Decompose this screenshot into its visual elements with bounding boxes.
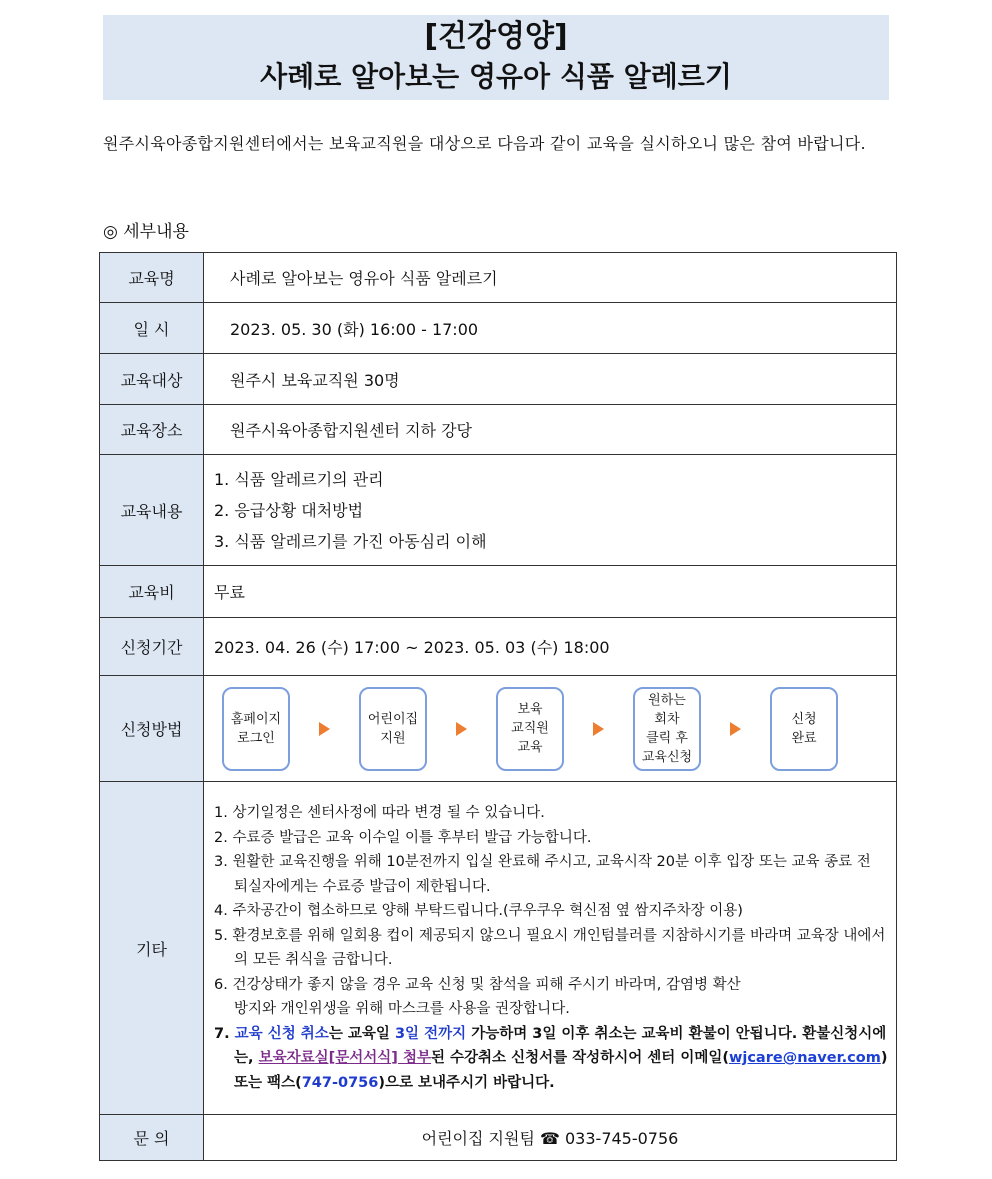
table-row	[100, 303, 897, 354]
step-text: 신청	[791, 711, 817, 727]
list-item: 1. 상기일정은 센터사정에 따라 변경 될 수 있습니다.	[214, 805, 545, 821]
table-row	[100, 566, 897, 618]
list-item: 3. 식품 알레르기를 가진 아동심리 이해	[214, 531, 487, 551]
step-flow	[205, 687, 895, 771]
course-place: 원주시육아종합지원센터 지하 강당	[204, 405, 897, 455]
course-datetime: 2023. 05. 30 (화) 16:00 - 17:00	[204, 303, 897, 354]
table-row	[100, 618, 897, 676]
table-row	[100, 405, 897, 455]
application-period: 2023. 04. 26 (수) 17:00 ~ 2023. 05. 03 (수) 18:00	[204, 618, 897, 676]
table-row	[100, 1115, 897, 1161]
list-item: 1. 식품 알레르기의 관리	[214, 469, 384, 489]
step-text: 회차	[654, 711, 680, 727]
row-label: 교육대상	[100, 354, 204, 405]
row-label: 일 시	[100, 303, 204, 354]
table-row	[100, 676, 897, 782]
item-number: 7.	[214, 1025, 230, 1042]
row-label: 교육비	[100, 566, 204, 618]
list-item: 3. 원활한 교육진행을 위해 10분전까지 입실 완료해 주시고, 교육시작 20분 이후 입장 또는 교육 종료 전 퇴실자에게는 수료증 발급이 제한됩니다.	[214, 854, 871, 895]
list-item-continued: 방지와 개인위생을 위해 마스크를 사용을 권장합니다.	[234, 1001, 570, 1017]
row-label: 교육명	[100, 253, 204, 303]
course-name: 사례로 알아보는 영유아 식품 알레르기	[204, 253, 897, 303]
application-method	[204, 676, 897, 782]
arrow-right-icon	[319, 722, 330, 736]
step-text: 로그인	[237, 730, 275, 746]
section-header: ◎ 세부내용	[103, 222, 189, 242]
item-text: 는 교육일	[328, 1025, 390, 1042]
table-row	[100, 455, 897, 566]
step-text: 교직원	[511, 721, 549, 736]
resource-room-link[interactable]: 보육자료실[문서서식] 첨부	[258, 1050, 431, 1066]
list-item: 2. 수료증 발급은 교육 이수일 이틀 후부터 발급 가능합니다.	[214, 829, 592, 846]
step-text: 지원	[380, 730, 406, 746]
step-text: 완료	[791, 730, 817, 746]
step-text: 원하는	[648, 692, 686, 708]
list-item: 2. 응급상황 대처방법	[214, 500, 364, 520]
item-text: 가능하며 3일 이후 취소는 교육비 환불이 안됩니다. 환불신청시에는,	[234, 1025, 887, 1066]
list-item: 5. 환경보호를 위해 일회용 컵이 제공되지 않으니 필요시 개인텀블러를 지참하시기를 바라며 교육장 내에서의 모든 취식을 금합니다.	[214, 927, 886, 968]
fax-number: 747-0756	[301, 1074, 379, 1091]
email-link[interactable]: wjcare@naver.com	[728, 1050, 881, 1066]
step-text: 교육	[517, 740, 543, 755]
list-item: 4. 주차공간이 협소하므로 양해 부탁드립니다.(쿠우쿠우 혁신점 옆 쌈지주차장 이용)	[214, 903, 743, 919]
row-label: 교육장소	[100, 405, 204, 455]
step-text: 교육신청	[641, 749, 693, 765]
category-title: [건강영양]	[424, 19, 568, 54]
table-row	[100, 782, 897, 1115]
notes-list	[204, 782, 897, 1115]
row-label: 기타	[100, 782, 204, 1115]
item-text: 된 수강취소 신청서를 작성하시어 센터 이메일(	[430, 1050, 729, 1066]
step-box	[359, 687, 427, 771]
table-row	[100, 354, 897, 405]
step-text: 어린이집	[367, 711, 419, 727]
contact-info: 어린이집 지원팀 ☎ 033-745-0756	[204, 1115, 897, 1161]
step-box	[770, 687, 838, 771]
deadline-highlight: 3일 전까지	[394, 1025, 467, 1042]
course-fee: 무료	[204, 566, 897, 618]
cancel-highlight: 교육 신청 취소	[234, 1025, 329, 1042]
title-banner	[103, 15, 889, 100]
item-text: )으로 보내주시기 바랍니다.	[378, 1074, 555, 1091]
row-label: 교육내용	[100, 455, 204, 566]
arrow-right-icon	[730, 722, 741, 736]
course-target: 원주시 보육교직원 30명	[204, 354, 897, 405]
row-label: 신청방법	[100, 676, 204, 782]
arrow-right-icon	[593, 722, 604, 736]
step-text: 보육	[517, 702, 543, 717]
arrow-right-icon	[456, 722, 467, 736]
page-title: 사례로 알아보는 영유아 식품 알레르기	[260, 60, 732, 93]
step-box	[496, 687, 564, 771]
row-label: 문 의	[100, 1115, 204, 1161]
step-box	[222, 687, 290, 771]
table-row	[100, 253, 897, 303]
row-label: 신청기간	[100, 618, 204, 676]
step-text: 홈페이지	[230, 711, 282, 727]
step-text: 클릭 후	[646, 730, 688, 746]
intro-text: 원주시육아종합지원센터에서는 보육교직원을 대상으로 다음과 같이 교육을 실시하오니 많은 참여 바랍니다.	[103, 134, 866, 153]
cancel-policy-item	[214, 1022, 888, 1096]
item-text: ) 또는 팩스(	[234, 1050, 888, 1091]
detail-table	[99, 252, 897, 1161]
list-item: 6. 건강상태가 좋지 않을 경우 교육 신청 및 참석을 피해 주시기 바라며, 감염병 확산	[214, 976, 741, 993]
course-content-list	[204, 455, 897, 566]
step-box	[633, 687, 701, 771]
